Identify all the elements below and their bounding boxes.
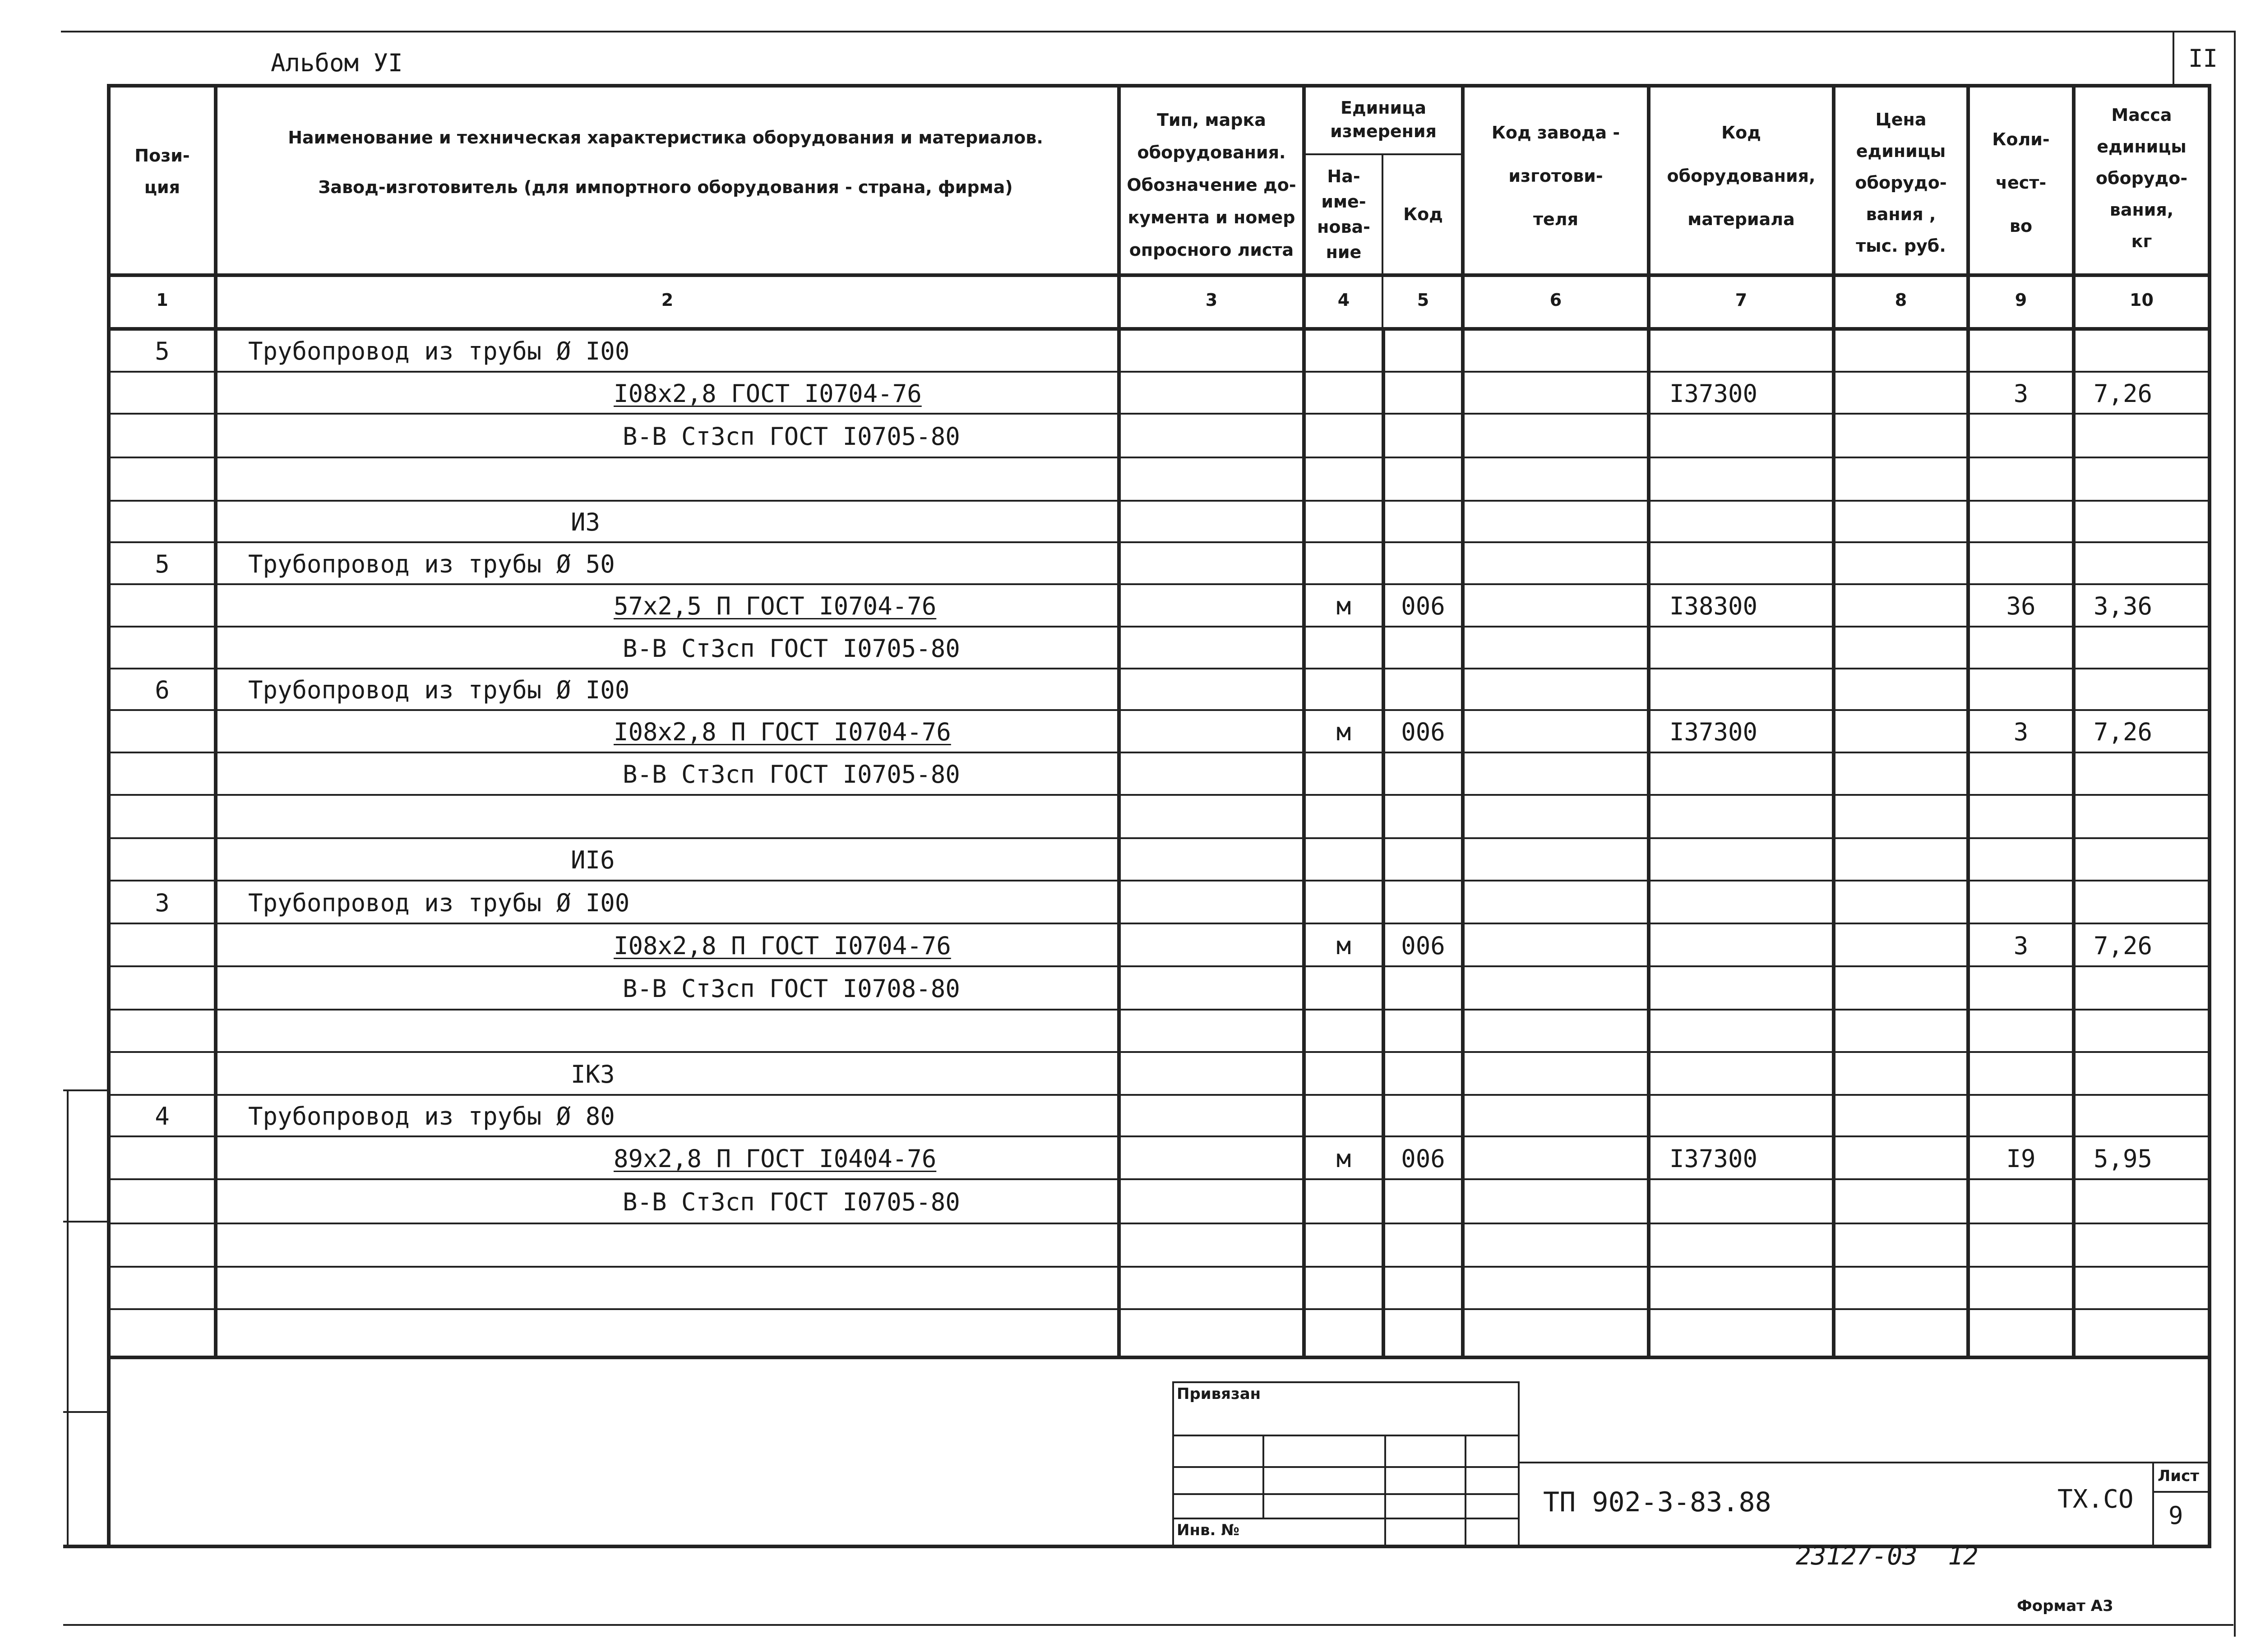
header-col1: Пози- ция — [134, 146, 190, 197]
col-sep-8 — [1966, 84, 1970, 1358]
row-line — [107, 1223, 2210, 1224]
colnum-10: 10 — [2130, 290, 2154, 310]
row-line — [107, 541, 2210, 543]
row-name: ИI6 — [571, 846, 615, 874]
row-mass: 3,36 — [2094, 592, 2153, 620]
row-name: Трубопровод из трубы Ø I00 — [248, 676, 630, 704]
row-name: В-В Ст3сп ГОСТ I0705-80 — [623, 634, 960, 663]
row-position: 5 — [155, 337, 170, 365]
header-col9: Коли- чест- во — [1992, 129, 2050, 236]
row-line — [107, 1308, 2210, 1310]
stamp-left — [1172, 1381, 1174, 1546]
row-line — [107, 457, 2210, 458]
row-mass: 7,26 — [2094, 379, 2153, 408]
col-sep-6 — [1647, 84, 1650, 1358]
header-col6: Код завода - изготови- теля — [1491, 123, 1620, 229]
row-line — [107, 880, 2210, 881]
colnum-5: 5 — [1417, 290, 1429, 310]
stamp-inv-label: Инв. № — [1177, 1521, 1240, 1539]
row-unit: м — [1336, 1144, 1351, 1173]
row-line — [107, 583, 2210, 585]
row-mass: 5,95 — [2094, 1144, 2153, 1173]
col-sep-1 — [214, 84, 217, 1358]
row-name: 57x2,5 П ГОСТ I0704-76 — [614, 592, 937, 620]
bottom-format-line — [63, 1624, 2233, 1626]
stamp-row-2 — [1172, 1466, 1520, 1468]
row-line — [107, 923, 2210, 924]
row-qty: 36 — [2006, 592, 2036, 620]
row-mat: I37300 — [1669, 379, 1758, 408]
col-sep-4-body — [1382, 327, 1385, 1358]
row-mass: 7,26 — [2094, 931, 2153, 960]
col-sep-9 — [2072, 84, 2076, 1358]
row-qty: 3 — [2013, 718, 2029, 746]
right-frame-line — [2234, 31, 2236, 1637]
sheet-number: 9 — [2168, 1501, 2183, 1530]
stamp-top — [1172, 1381, 1520, 1383]
stamp-bound-label: Привязан — [1177, 1385, 1261, 1403]
row-position: 3 — [155, 888, 170, 917]
row-name: В-В Ст3сп ГОСТ I0708-80 — [623, 974, 960, 1003]
row-name: 89x2,8 П ГОСТ I0404-76 — [614, 1144, 937, 1173]
binding-tick-1 — [63, 1089, 108, 1091]
colnum-4: 4 — [1337, 290, 1350, 310]
row-line — [107, 500, 2210, 502]
row-mat: I38300 — [1669, 592, 1758, 620]
header-col5: Код — [1403, 204, 1443, 224]
unit-group-divider — [1302, 153, 1461, 155]
sheet-box-divider — [2152, 1491, 2211, 1493]
row-code: 006 — [1401, 592, 1445, 620]
row-line — [107, 1051, 2210, 1053]
row-code: 006 — [1401, 931, 1445, 960]
header-col2: Наименование и техническая характеристика оборудования и материалов. Завод-изготовитель (для импортного оборудования - страна, фирма) — [288, 128, 1043, 197]
binding-mark-line — [67, 1089, 69, 1547]
stamp-col-3 — [1465, 1435, 1466, 1546]
document-code: ТП 902-3-83.88 — [1543, 1486, 1771, 1518]
row-line — [107, 1094, 2210, 1096]
colnum-8: 8 — [1895, 290, 1907, 310]
row-unit: м — [1336, 592, 1351, 620]
row-position: 6 — [155, 676, 170, 704]
row-mass: 7,26 — [2094, 718, 2153, 746]
row-name: IК3 — [571, 1060, 615, 1089]
colnum-bottom-line — [107, 327, 2211, 331]
row-name: Трубопровод из трубы Ø I00 — [248, 337, 630, 365]
row-line — [107, 1009, 2210, 1011]
table-top-line — [107, 84, 2211, 88]
stamp-right — [1518, 1381, 1520, 1546]
row-mat: I37300 — [1669, 718, 1758, 746]
corner-box-left — [2173, 31, 2174, 85]
binding-tick-2 — [63, 1221, 108, 1223]
header-bottom-line — [107, 273, 2211, 277]
handwritten-number: 23127-03 12 — [1796, 1541, 1979, 1571]
row-qty: 3 — [2013, 379, 2029, 408]
row-code: 006 — [1401, 1144, 1445, 1173]
header-col3: Тип, марка оборудования. Обозначение до- кумента и номер опросного листа — [1127, 110, 1296, 260]
col-sep-5 — [1461, 84, 1465, 1358]
row-line — [107, 1178, 2210, 1180]
colnum-3: 3 — [1205, 290, 1218, 310]
stamp-row-3 — [1172, 1493, 1520, 1495]
row-line — [107, 371, 2210, 373]
row-name: Трубопровод из трубы Ø 80 — [248, 1102, 615, 1131]
binding-tick-3 — [63, 1411, 108, 1413]
row-position: 5 — [155, 549, 170, 578]
row-line — [107, 668, 2210, 669]
colnum-6: 6 — [1549, 290, 1562, 310]
header-col4: На- име- нова- ние — [1317, 166, 1370, 262]
header-unit-group: Единица измерения — [1330, 98, 1437, 141]
header-col10: Масса единицы оборудо- вания, кг — [2095, 105, 2188, 251]
album-label: Альбом УI — [271, 49, 403, 77]
row-line — [107, 837, 2210, 839]
row-name: I08x2,8 ГОСТ I0704-76 — [614, 379, 922, 408]
row-line — [107, 413, 2210, 415]
row-line — [107, 965, 2210, 967]
row-unit: м — [1336, 718, 1351, 746]
stamp-row-1 — [1172, 1435, 1520, 1436]
header-col8: Цена единицы оборудо- вания , тыс. руб. — [1855, 110, 1947, 256]
row-name: ИЗ — [571, 508, 601, 536]
row-mat: I37300 — [1669, 1144, 1758, 1173]
col-sep-4 — [1382, 153, 1383, 329]
colnum-1: 1 — [156, 290, 168, 310]
format-label: Формат А3 — [2017, 1597, 2113, 1615]
row-qty: I9 — [2006, 1144, 2036, 1173]
row-line — [107, 709, 2210, 711]
row-unit: м — [1336, 931, 1351, 960]
table-body-bottom-line — [107, 1356, 2211, 1359]
row-name: Трубопровод из трубы Ø 50 — [248, 549, 615, 578]
row-position: 4 — [155, 1102, 170, 1131]
table-left-line — [107, 84, 111, 1547]
row-code: 006 — [1401, 718, 1445, 746]
row-name: В-В Ст3сп ГОСТ I0705-80 — [623, 1188, 960, 1216]
row-line — [107, 794, 2210, 796]
row-name: В-В Ст3сп ГОСТ I0705-80 — [623, 760, 960, 789]
row-line — [107, 626, 2210, 628]
colnum-7: 7 — [1735, 290, 1747, 310]
row-line — [107, 752, 2210, 753]
sheet-code: ТХ.СО — [2057, 1485, 2134, 1514]
row-name: I08x2,8 П ГОСТ I0704-76 — [614, 931, 951, 960]
colnum-2: 2 — [661, 290, 674, 310]
stamp-col-2 — [1384, 1435, 1386, 1546]
row-name: I08x2,8 П ГОСТ I0704-76 — [614, 718, 951, 746]
sheet-label: Лист — [2158, 1467, 2199, 1485]
sheet-box-left — [2152, 1462, 2154, 1546]
top-frame-line — [61, 31, 2236, 32]
col-sep-7 — [1832, 84, 1835, 1358]
header-col7: Код оборудования, материала — [1667, 123, 1816, 229]
col-sep-3 — [1302, 84, 1306, 1358]
sheet-corner-number: II — [2188, 44, 2218, 73]
table-right-line — [2208, 84, 2211, 1547]
colnum-9: 9 — [2015, 290, 2027, 310]
row-qty: 3 — [2013, 931, 2029, 960]
row-line — [107, 1135, 2210, 1137]
stamp-col-1 — [1262, 1435, 1264, 1518]
row-line — [107, 1266, 2210, 1268]
row-name: В-В Ст3сп ГОСТ I0705-80 — [623, 422, 960, 451]
col-sep-2 — [1117, 84, 1121, 1358]
titleblock-top — [1518, 1462, 2211, 1463]
row-name: Трубопровод из трубы Ø I00 — [248, 888, 630, 917]
stamp-row-4 — [1172, 1518, 1520, 1519]
